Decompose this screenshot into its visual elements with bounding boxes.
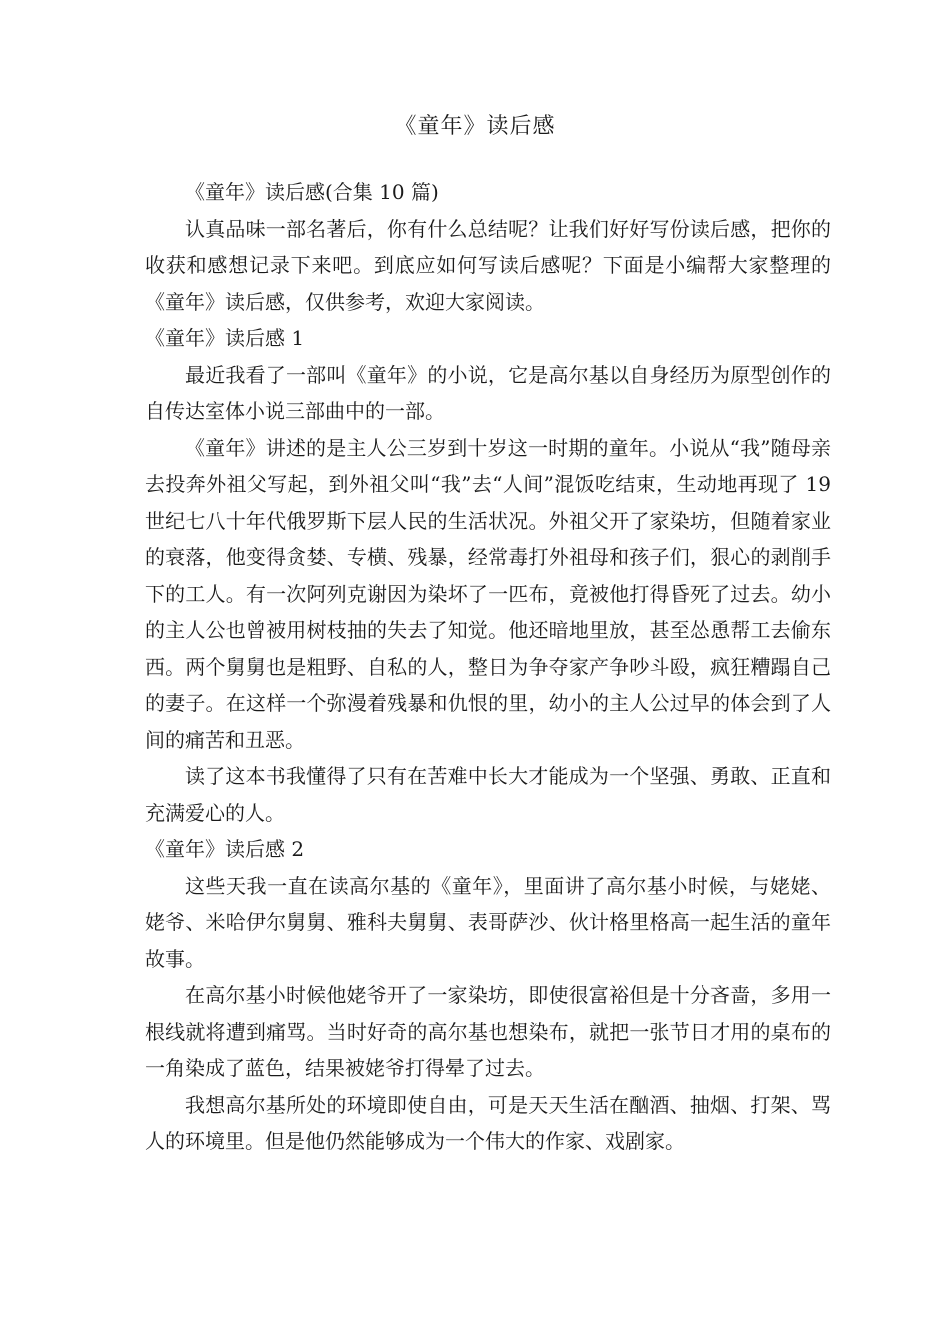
document-title: 《童年》读后感 — [394, 114, 556, 139]
paragraph: 最近我看了一部叫《童年》的小说，它是高尔基以自身经历为原型创作的自传达室体小说三部曲中的一部。 — [145, 362, 831, 423]
paragraph: 这些天我一直在读高尔基的《童年》，里面讲了高尔基小时候，与姥姥、姥爷、米哈伊尔舅舅、雅科夫舅舅、表哥萨沙、伙计格里格高一起生活的童年故事。 — [145, 873, 831, 971]
paragraph: 《童年》讲述的是主人公三岁到十岁这一时期的童年。小说从“我”随母亲去投奔外祖父写起，到外祖父叫“我”去“人间”混饭吃结束，生动地再现了 19 世纪七八十年代俄罗斯下层人民的生活状况。外祖父开了家染坊，但随着家业的衰落，他变得贪婪、专横、残暴，经常毒打外祖母和孩子们，狠心的剥削手下的工人。有一次阿列克谢因为染坏了一匹布，竟被他打得昏死了过去。幼小的主人公也曾被用树枝抽的失去了知觉。他还暗地里放，甚至怂恿帮工去偷东西。两个舅舅也是粗野、自私的人，整日为争夺家产争吵斗殴，疯狂糟蹋自己的妻子。在这样一个弥漫着残暴和仇恨的里，幼小的主人公过早的体会到了人间的痛苦和丑恶。 — [145, 435, 831, 752]
paragraph: 在高尔基小时候他姥爷开了一家染坊，即使很富裕但是十分吝啬，多用一根线就将遭到痛骂。当时好奇的高尔基也想染布，就把一张节日才用的桌布的一角染成了蓝色，结果被姥爷打得晕了过去。 — [145, 983, 831, 1080]
document-subtitle: 《童年》读后感(合集 10 篇) — [185, 180, 439, 204]
paragraph: 读了这本书我懂得了只有在苦难中长大才能成为一个坚强、勇敢、正直和充满爱心的人。 — [145, 764, 831, 825]
section-heading-1: 《童年》读后感 1 — [145, 326, 305, 350]
paragraph-intro: 认真品味一部名著后，你有什么总结呢？让我们好好写份读后感，把你的收获和感想记录下来吧。到底应如何写读后感呢？下面是小编帮大家整理的《童年》读后感，仅供参考，欢迎大家阅读。 — [145, 216, 831, 314]
document-body — [145, 174, 831, 1160]
paragraph: 我想高尔基所处的环境即使自由，可是天天生活在酗酒、抽烟、打架、骂人的环境里。但是他仍然能够成为一个伟大的作家、戏剧家。 — [145, 1092, 831, 1153]
section-heading-2: 《童年》读后感 2 — [145, 837, 305, 861]
